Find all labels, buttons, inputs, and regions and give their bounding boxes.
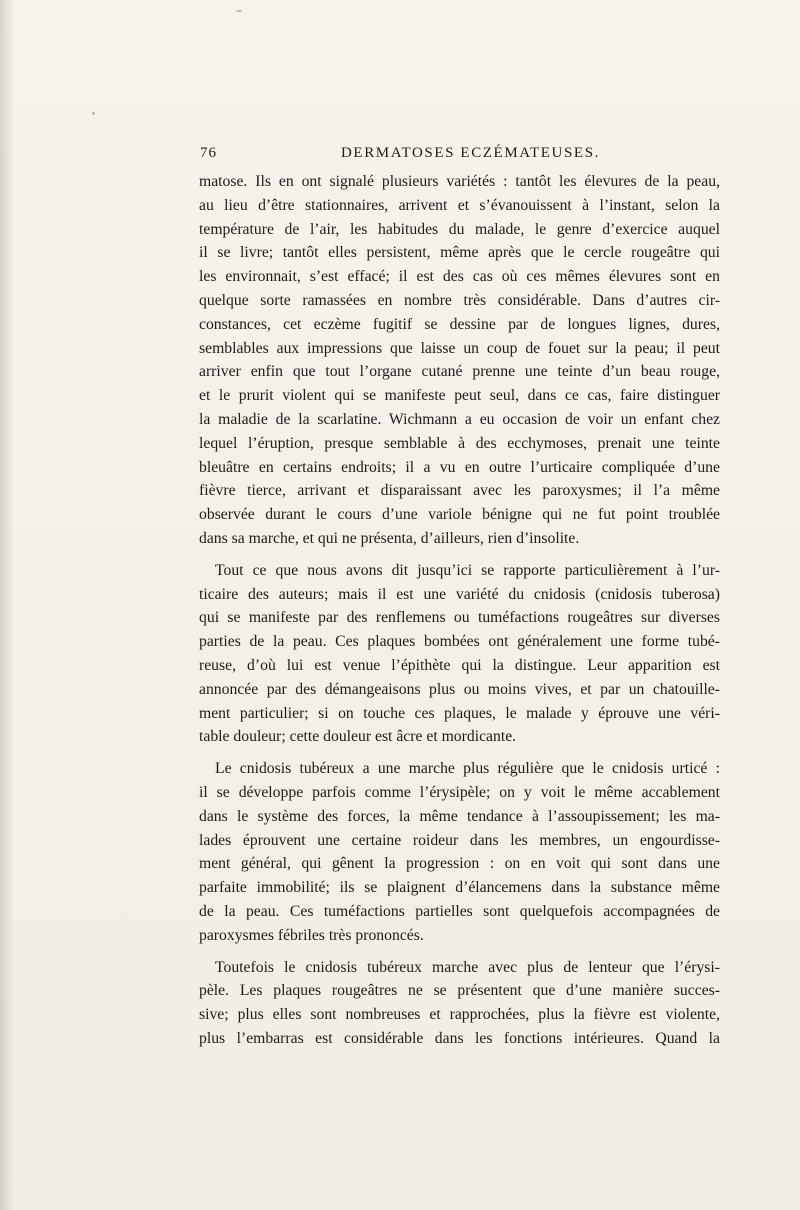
text-line: reuse, d’où lui est venue l’épithète qui la distingue. Leur apparition est [199,656,720,674]
text-line: semblables aux impressions que laisse un coup de fouet sur la peau; il peut [199,339,720,357]
text-line: température de l’air, les habitudes du malade, le genre d’exercice auquel [199,220,720,238]
text-line: et le prurit violent qui se manifeste peut seul, dans ce cas, faire distinguer [199,387,720,405]
text-line: lades éprouvent une certaine roideur dans les membres, un engourdisse- [199,831,720,849]
text-line: parties de la peau. Ces plaques bombées ont généralement une forme tubé- [199,633,720,651]
text-line: observée durant le cours d’une variole bénigne qui ne fut point troublée [199,506,720,524]
paper-speck [92,112,95,115]
text-line: quelque sorte ramassées en nombre très considérable. Dans d’autres cir- [199,291,720,309]
text-line: plus l’embarras est considérable dans les fonctions intérieures. Quand la [199,1029,720,1047]
text-line: Toutefois le cnidosis tubéreux marche avec plus de lenteur que l’érysi- [215,958,720,976]
text-line: il se livre; tantôt elles persistent, même après que le cercle rougeâtre qui [199,244,720,262]
text-line: fièvre tierce, arrivant et disparaissant avec les paroxysmes; il l’a même [199,482,720,500]
paper-speck [236,10,242,12]
text-line: ticaire des auteurs; mais il est une variété du cnidosis (cnidosis tuberosa) [199,585,720,603]
text-line: ment général, qui gênent la progression : on en voit qui sont dans une [199,855,720,873]
text-line: ment particulier; si on touche ces plaques, le malade y éprouve une véri- [199,704,720,722]
text-line: paroxysmes fébriles très prononcés. [199,926,424,944]
running-header [200,145,720,167]
text-line: sive; plus elles sont nombreuses et rapprochées, plus la fièvre est violente, [199,1006,720,1024]
text-line: pèle. Les plaques rougeâtres ne se présentent que d’une manière succes- [199,982,720,1000]
page-edge-shadow [0,0,14,1210]
text-line: les environnait, s’est effacé; il est des cas où ces mêmes élevures sont en [199,268,720,286]
text-line: de la peau. Ces tuméfactions partielles sont quelquefois accompagnées de [199,902,720,920]
page-number: 76 [200,145,217,161]
text-line: arriver enfin que tout l’organe cutané prenne une teinte d’un beau rouge, [199,363,720,381]
text-line: Tout ce que nous avons dit jusqu’ici se rapporte particulièrement à l’ur- [215,561,720,579]
text-line: annoncée par des démangeaisons plus ou moins vives, et par un chatouille- [199,680,720,698]
text-line: dans le système des forces, la même tendance à l’assoupissement; les ma- [199,807,720,825]
text-line: il se développe parfois comme l’érysipèle; on y voit le même accablement [199,783,720,801]
text-line: au lieu d’être stationnaires, arrivent et s’évanouissent à l’instant, selon la [199,196,720,214]
text-line: dans sa marche, et qui ne présenta, d’ailleurs, rien d’insolite. [199,529,580,547]
text-line: parfaite immobilité; ils se plaignent d’élancemens dans la substance même [199,879,720,897]
text-line: bleuâtre en certains endroits; il a vu en outre l’urticaire compliquée d’une [199,458,720,476]
body-text [199,170,720,1051]
text-line: la maladie de la scarlatine. Wichmann a eu occasion de voir un enfant chez [199,410,720,428]
text-line: lequel l’éruption, presque semblable à des ecchymoses, prenait une teinte [199,434,720,452]
running-title: DERMATOSES ECZÉMATEUSES. [341,145,600,161]
text-line: matose. Ils en ont signalé plusieurs variétés : tantôt les élevures de la peau, [199,173,720,190]
text-line: table douleur; cette douleur est âcre et mordicante. [199,728,517,746]
text-line: Le cnidosis tubéreux a une marche plus régulière que le cnidosis urticé : [215,760,720,778]
text-line: qui se manifeste par des renflemens ou tuméfactions rougeâtres sur diverses [199,609,720,627]
text-line: constances, cet eczème fugitif se dessine par de longues lignes, dures, [199,315,720,333]
